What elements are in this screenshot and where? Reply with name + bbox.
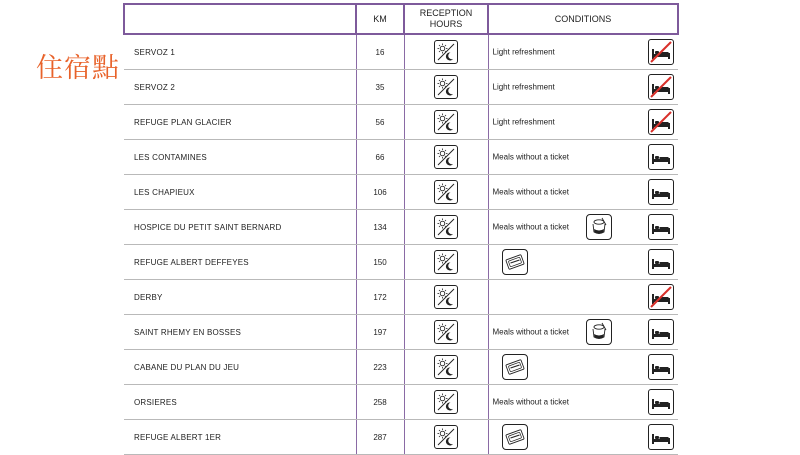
checkpoint-km: 223 <box>356 350 404 385</box>
condition-note: Light refreshment <box>492 47 555 57</box>
checkpoint-km: 287 <box>356 420 404 455</box>
condition-note: Light refreshment <box>492 82 555 92</box>
conditions-cell <box>488 34 678 70</box>
header-name <box>124 4 356 34</box>
day-night-icon <box>434 145 458 169</box>
ticket-icon <box>502 354 528 380</box>
table-row <box>124 140 678 175</box>
checkpoint-name: DERBY <box>124 280 356 315</box>
checkpoint-km: 56 <box>356 105 404 140</box>
conditions-cell <box>488 175 678 210</box>
checkpoint-name: ORSIERES <box>124 385 356 420</box>
conditions-cell <box>488 245 678 280</box>
no-sleep-icon <box>648 39 674 65</box>
checkpoint-km: 197 <box>356 315 404 350</box>
reception-hours-cell <box>404 350 488 385</box>
conditions-cell <box>488 385 678 420</box>
bed-icon <box>648 179 674 205</box>
no-sleep-icon <box>648 74 674 100</box>
day-night-icon <box>434 390 458 414</box>
day-night-icon <box>434 180 458 204</box>
conditions-cell <box>488 70 678 105</box>
condition-note: Meals without a ticket <box>492 152 569 162</box>
conditions-cell <box>488 420 678 455</box>
checkpoint-km: 134 <box>356 210 404 245</box>
table-row <box>124 280 678 315</box>
reception-hours-cell <box>404 210 488 245</box>
reception-hours-cell <box>404 34 488 70</box>
bed-icon <box>648 319 674 345</box>
checkpoint-km: 106 <box>356 175 404 210</box>
reception-hours-cell <box>404 420 488 455</box>
bed-icon <box>648 389 674 415</box>
condition-note: Meals without a ticket <box>492 222 569 232</box>
checkpoint-name: SAINT RHEMY EN BOSSES <box>124 315 356 350</box>
checkpoints-table-wrap <box>123 3 677 455</box>
reception-hours-cell <box>404 315 488 350</box>
checkpoint-km: 150 <box>356 245 404 280</box>
checkpoint-name: REFUGE PLAN GLACIER <box>124 105 356 140</box>
day-night-icon <box>434 40 458 64</box>
day-night-icon <box>434 355 458 379</box>
table-row <box>124 245 678 280</box>
table-row <box>124 175 678 210</box>
header-hours-line1: RECEPTION <box>419 8 473 18</box>
table-row <box>124 315 678 350</box>
reception-hours-cell <box>404 70 488 105</box>
bed-icon <box>648 354 674 380</box>
condition-note: Meals without a ticket <box>492 327 569 337</box>
checkpoint-km: 172 <box>356 280 404 315</box>
no-sleep-icon <box>648 284 674 310</box>
bed-icon <box>648 214 674 240</box>
header-reception-hours <box>404 4 488 34</box>
reception-hours-cell <box>404 280 488 315</box>
day-night-icon <box>434 75 458 99</box>
checkpoint-km: 258 <box>356 385 404 420</box>
reception-hours-cell <box>404 175 488 210</box>
conditions-cell <box>488 315 678 350</box>
conditions-cell <box>488 280 678 315</box>
condition-note: Meals without a ticket <box>492 187 569 197</box>
condition-note: Meals without a ticket <box>492 397 569 407</box>
table-row <box>124 420 678 455</box>
conditions-cell <box>488 350 678 385</box>
food-icon <box>586 319 612 345</box>
table-row <box>124 70 678 105</box>
table-row <box>124 210 678 245</box>
food-icon <box>586 214 612 240</box>
table-body <box>124 34 678 455</box>
condition-note: Light refreshment <box>492 117 555 127</box>
day-night-icon <box>434 320 458 344</box>
ticket-icon <box>502 249 528 275</box>
reception-hours-cell <box>404 245 488 280</box>
table-header-row <box>124 4 678 34</box>
day-night-icon <box>434 215 458 239</box>
ticket-icon <box>502 424 528 450</box>
reception-hours-cell <box>404 140 488 175</box>
day-night-icon <box>434 250 458 274</box>
checkpoint-name: LES CONTAMINES <box>124 140 356 175</box>
checkpoint-name: CABANE DU PLAN DU JEU <box>124 350 356 385</box>
bed-icon <box>648 249 674 275</box>
day-night-icon <box>434 110 458 134</box>
header-conditions: CONDITIONS <box>488 4 678 34</box>
reception-hours-cell <box>404 105 488 140</box>
checkpoint-km: 35 <box>356 70 404 105</box>
checkpoint-name: LES CHAPIEUX <box>124 175 356 210</box>
table-row <box>124 105 678 140</box>
table-row <box>124 34 678 70</box>
bed-icon <box>648 144 674 170</box>
day-night-icon <box>434 285 458 309</box>
checkpoint-name: SERVOZ 2 <box>124 70 356 105</box>
checkpoint-name: SERVOZ 1 <box>124 34 356 70</box>
day-night-icon <box>434 425 458 449</box>
table-row <box>124 350 678 385</box>
checkpoint-km: 66 <box>356 140 404 175</box>
conditions-cell <box>488 210 678 245</box>
checkpoints-table <box>123 3 679 455</box>
reception-hours-cell <box>404 385 488 420</box>
conditions-cell <box>488 140 678 175</box>
conditions-cell <box>488 105 678 140</box>
bed-icon <box>648 424 674 450</box>
checkpoint-km: 16 <box>356 34 404 70</box>
checkpoint-name: HOSPICE DU PETIT SAINT BERNARD <box>124 210 356 245</box>
header-km: KM <box>356 4 404 34</box>
side-label: 住宿點 <box>36 53 120 84</box>
checkpoint-name: REFUGE ALBERT 1ER <box>124 420 356 455</box>
checkpoint-name: REFUGE ALBERT DEFFEYES <box>124 245 356 280</box>
table-row <box>124 385 678 420</box>
header-hours-line2: HOURS <box>429 19 463 29</box>
no-sleep-icon <box>648 109 674 135</box>
